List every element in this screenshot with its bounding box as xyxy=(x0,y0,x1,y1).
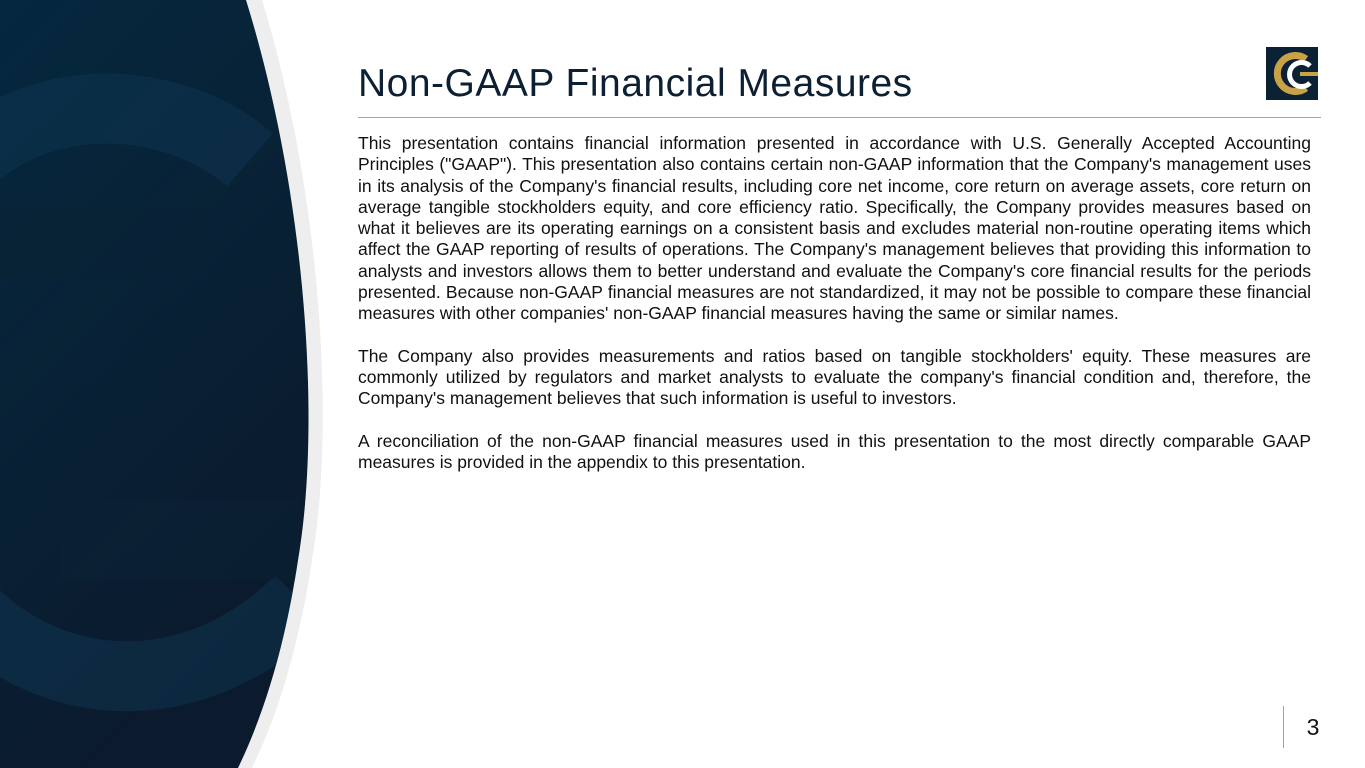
decorative-background-arc xyxy=(0,0,330,768)
company-logo-icon xyxy=(1266,47,1318,100)
slide-body xyxy=(358,133,1311,494)
page-number: 3 xyxy=(1306,714,1320,740)
paragraph-non-gaap-intro: This presentation contains financial information presented in accordance with U.S. Generally Accepted Accounting Principles ("GAAP"). This presentation also contains certain non-GAAP information that the Company's management uses in its analysis of the Company's financial results, including core net income, core return on average assets, core return on average tangible stockholders equity, and core efficiency ratio. Specifically, the Company provides measures based on what it believes are its operating earnings on a consistent basis and excludes material non-routine operating items which affect the GAAP reporting of results of operations. The Company's management believes that providing this information to analysts and investors allows them to better understand and evaluate the Company's core financial results for the periods presented. Because non-GAAP financial measures are not standardized, it may not be possible to compare these financial measures with other companies' non-GAAP financial measures having the same or similar names. xyxy=(358,133,1311,324)
footer-divider xyxy=(1283,706,1284,748)
slide-title: Non-GAAP Financial Measures xyxy=(358,62,913,105)
paragraph-tangible-equity: The Company also provides measurements and ratios based on tangible stockholders' equity. These measures are commonly utilized by regulators and market analysts to evaluate the company's financial condition and, therefore, the Company's management believes that such information is useful to investors. xyxy=(358,345,1311,409)
paragraph-reconciliation: A reconciliation of the non-GAAP financial measures used in this presentation to the most directly comparable GAAP measures is provided in the appendix to this presentation. xyxy=(358,430,1311,472)
title-divider xyxy=(358,117,1321,118)
